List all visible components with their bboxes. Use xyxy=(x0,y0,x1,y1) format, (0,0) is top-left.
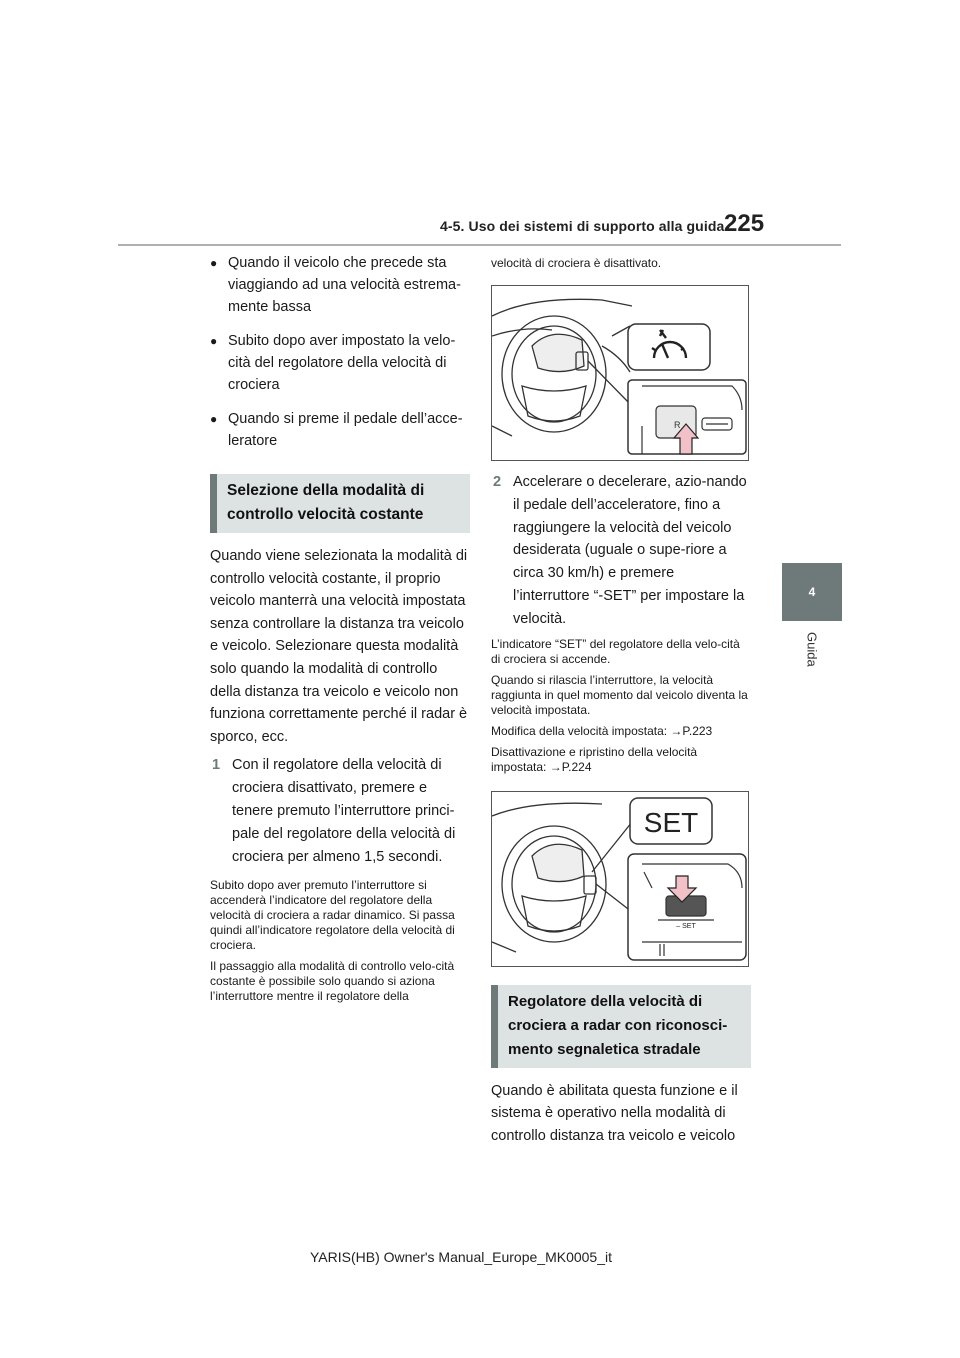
steering-wheel-illustration xyxy=(492,286,748,460)
step-text: Con il regolatore della velocità di crociera disattivato, premere e tenere premuto l’interruttore princi-pale del regolatore della velocità di crociera per almeno 1,5 secondi. xyxy=(232,757,456,865)
section-heading-road-sign: Regolatore della velocità di crociera a radar con riconosci-mento segnaletica stradale xyxy=(491,985,751,1068)
intro-paragraph: Quando viene selezionata la modalità di controllo velocità costante, il proprio veicolo manterrà una velocità impostata senza controllare la distanza tra veicolo e veicolo. Selezionare questa modalità solo quando la modalità di controllo della distanza tra veicolo e veicolo non funziona correttamente perché il radar è sporco, ecc. xyxy=(210,548,468,745)
note: Quando si rilascia l’interruttore, la velocità raggiunta in quel momento dal veicolo diventa la velocità impostata. xyxy=(491,672,748,717)
page-number: 225 xyxy=(724,210,765,237)
figure-main-switch xyxy=(491,285,749,461)
manual-id: YARIS(HB) Owner's Manual_Europe_MK0005_it xyxy=(310,1249,612,1265)
set-switch-label: – SET xyxy=(676,922,696,930)
left-column xyxy=(210,252,470,1010)
cross-reference: Disattivazione e ripristino della velocità impostata: →P.224 xyxy=(491,744,698,774)
chapter-number: 4 xyxy=(808,585,816,599)
note: L’indicatore “SET” del regolatore della velo-cità di crociera si accende. xyxy=(491,636,740,666)
step-number: 2 xyxy=(493,474,502,490)
list-item: ● Quando si preme il pedale dell’acce-leratore xyxy=(210,408,470,452)
note: Subito dopo aver premuto l’interruttore si accenderà l’indicatore del regolatore della velocità di crociera a radar dinamico. Si passa quindi all’indicatore regolatore della velocità di crociera. xyxy=(210,878,455,953)
condition-list xyxy=(210,252,470,452)
list-item: ● Subito dopo aver impostato la velo-cità del regolatore della velocità di crociera xyxy=(210,330,470,396)
cross-reference: Modifica della velocità impostata: →P.223 xyxy=(491,723,713,738)
continuation-text: velocità di crociera è disattivato. xyxy=(491,256,662,270)
right-column xyxy=(491,252,751,1147)
svg-text:R: R xyxy=(674,420,681,430)
chapter-label-wrap xyxy=(782,632,842,670)
note: Il passaggio alla modalità di controllo velo-cità costante è possibile solo quando si aziona l’interruttore mentre il regolatore della xyxy=(210,959,455,1004)
step-1 xyxy=(210,754,470,868)
set-indicator-label: SET xyxy=(643,806,699,838)
section-title: 4-5. Uso dei sistemi di supporto alla guida xyxy=(440,218,725,234)
list-item: ● Quando il veicolo che precede sta viaggiando ad una velocità estrema-mente bassa xyxy=(210,252,470,318)
header-rule xyxy=(118,244,841,246)
section-heading-constant-speed: Selezione della modalità di controllo velocità costante xyxy=(210,474,470,533)
step-number: 1 xyxy=(212,757,221,774)
step-text: Accelerare o decelerare, azio-nando il pedale dell’acceleratore, fino a raggiungere la velocità del veicolo desiderata (uguale o supe-riore a circa 30 km/h) e premere l’interruttore “-SET” per impostare la velocità. xyxy=(513,474,747,627)
figure-set-switch xyxy=(491,791,749,967)
step-2 xyxy=(491,471,751,631)
chapter-tab xyxy=(782,563,842,621)
final-paragraph: Quando è abilitata questa funzione e il sistema è operativo nella modalità di controllo distanza tra veicolo e veicolo xyxy=(491,1082,738,1144)
chapter-label: Guida xyxy=(804,632,820,667)
